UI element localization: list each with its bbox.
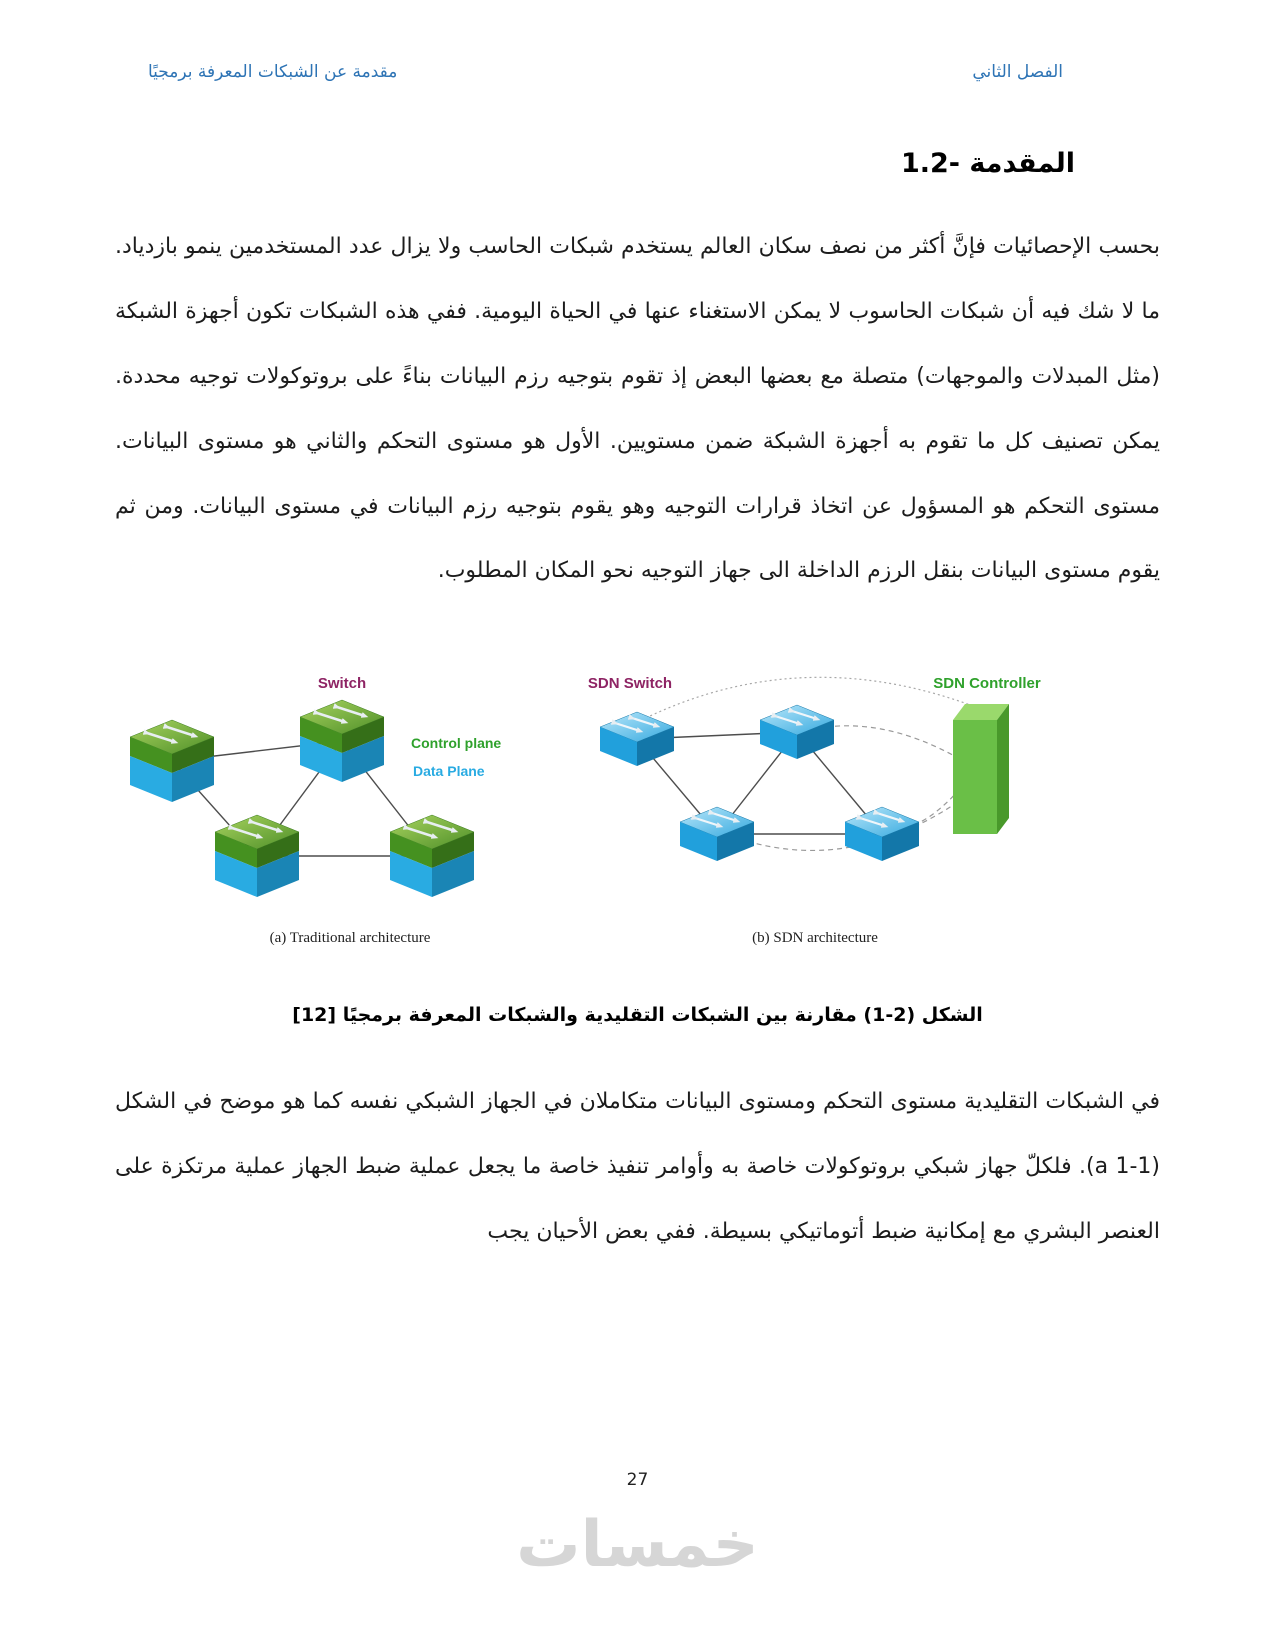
page-number: 27 <box>626 1470 649 1490</box>
figure-caption: الشكل (2-1) مقارنة بين الشبكات التقليدية والشبكات المعرفة برمجيًا [12] <box>292 1004 983 1027</box>
switch-label: Switch <box>317 675 367 693</box>
sdn-architecture-diagram <box>588 675 1041 946</box>
switch-box-icon <box>130 720 214 802</box>
control-plane-label: Control plane <box>411 735 502 752</box>
paragraph-traditional: في الشبكات التقليدية مستوى التحكم ومستوى البيانات متكاملان في الجهاز الشبكي نفسه كما هو موضح في الشكل (‪a 1-1‬). فلكلّ جهاز شبكي بروتوكولات خاصة به وأوامر تنفيذ خاصة ما يجعل عملية ضبط الجهاز عملية مرتكزة على العنصر البشري مع إمكانية ضبط أتوماتيكي بسيطة. ففي بعض الأحيان يجب <box>115 1089 1160 1245</box>
data-plane-label: Data Plane <box>413 763 485 780</box>
sdn-switch-icon <box>760 705 834 759</box>
switch-box-icon <box>215 815 299 897</box>
traditional-caption: (a) Traditional architecture <box>269 930 431 947</box>
sdn-switch-icon <box>680 807 754 861</box>
switch-box-icon <box>390 815 474 897</box>
sdn-switch-label: SDN Switch <box>587 675 673 693</box>
header-chapter-label: الفصل الثاني <box>972 62 1063 82</box>
header-doc-title: مقدمة عن الشبكات المعرفة برمجيًا <box>148 62 398 82</box>
sdn-caption: (b) SDN architecture <box>752 930 878 947</box>
header <box>148 62 1063 82</box>
sdn-switch-icon <box>845 807 919 861</box>
khamsat-watermark: خمسات <box>516 1508 759 1582</box>
switch-box-icon <box>300 700 384 782</box>
sdn-controller-icon <box>953 704 1009 834</box>
figure-comparison <box>115 664 1160 964</box>
network-diagram-svg <box>115 664 1065 964</box>
page-content <box>115 148 1160 1265</box>
paragraph-intro: بحسب الإحصائيات فإنَّ أكثر من نصف سكان العالم يستخدم شبكات الحاسب ولا يزال عدد المستخدمين ينمو بازدياد. ما لا شك فيه أن شبكات الحاسوب لا يمكن الاستغناء عنها في الحياة اليومية. ففي هذه الشبكات تكون أجهزة الشبكة (مثل المبدلات والموجهات) متصلة مع بعضها البعض إذ تقوم بتوجيه رزم البيانات بناءً على بروتوكولات توجيه محددة. يمكن تصنيف كل ما تقوم به أجهزة الشبكة ضمن مستويين. الأول هو مستوى التحكم والثاني هو مستوى البيانات. مستوى التحكم هو المسؤول عن اتخاذ قرارات التوجيه وهو يقوم بتوجيه رزم البيانات في مستوى البيانات. ومن ثم يقوم مستوى البيانات بنقل الرزم الداخلة الى جهاز التوجيه نحو المكان المطلوب. <box>115 234 1160 584</box>
traditional-architecture-diagram <box>130 675 501 946</box>
section-heading: 1.2- المقدمة <box>900 148 1075 179</box>
sdn-switch-icon <box>600 712 674 766</box>
sdn-controller-label: SDN Controller <box>933 675 1041 693</box>
